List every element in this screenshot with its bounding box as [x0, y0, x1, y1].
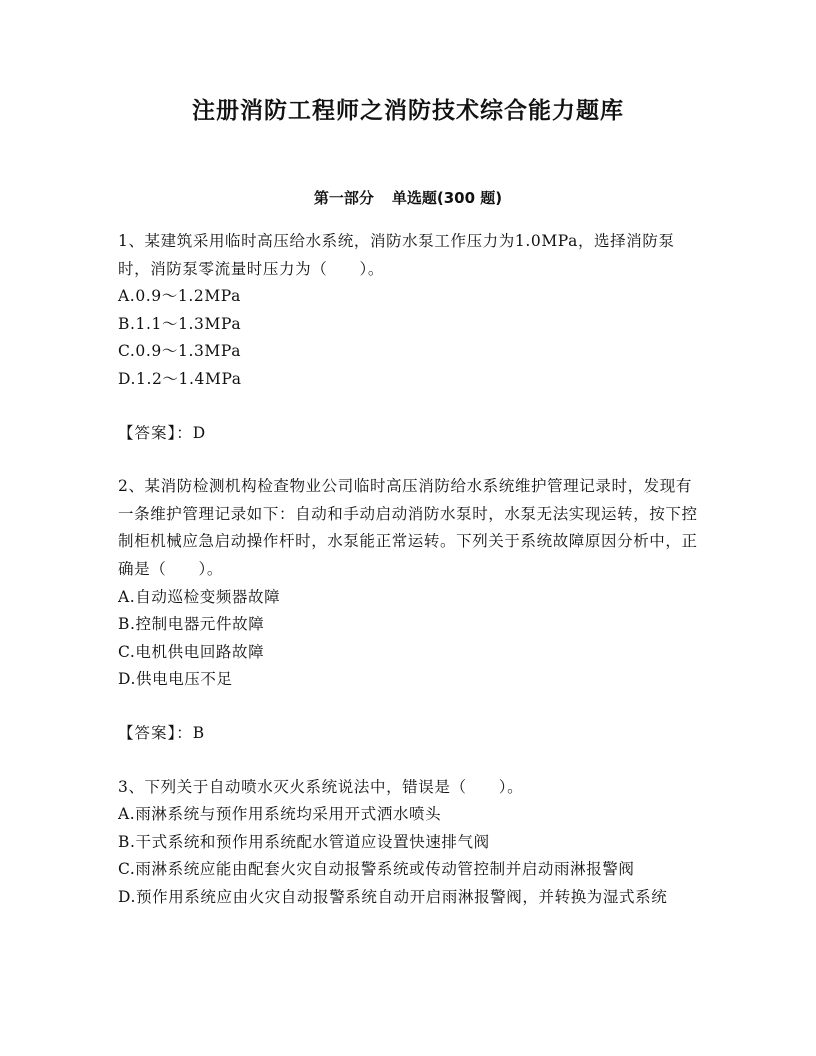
question-stem: 3、下列关于自动喷水灭火系统说法中，错误是（ ）。 — [118, 777, 524, 796]
question-2 — [118, 473, 703, 694]
answer-value: D — [192, 423, 206, 442]
question-stem: 1、某建筑采用临时高压给水系统，消防水泵工作压力为1.0MPa，选择消防泵时，消防泵零流量时压力为（ ）。 — [118, 232, 675, 278]
question-3 — [118, 774, 703, 912]
section-type-label: 单选题(300 题) — [391, 189, 503, 207]
option-c: C.雨淋系统应能由配套火灾自动报警系统或传动管控制并启动雨淋报警阀 — [118, 860, 635, 879]
option-d: D.1.2～1.4MPa — [118, 369, 242, 388]
answer-label: 【答案】： — [118, 723, 193, 742]
option-a: A.雨淋系统与预作用系统均采用开式洒水喷头 — [118, 805, 442, 824]
option-a: A.0.9～1.2MPa — [118, 287, 241, 306]
answer-value: B — [192, 723, 205, 742]
option-d: D.供电电压不足 — [118, 670, 233, 689]
option-c: C.电机供电回路故障 — [118, 642, 265, 661]
option-b: B.控制电器元件故障 — [118, 615, 265, 634]
answer-1 — [118, 420, 703, 448]
section-title — [0, 186, 816, 210]
option-b: B.1.1～1.3MPa — [118, 314, 242, 333]
option-a: A.自动巡检变频器故障 — [118, 587, 281, 606]
option-b: B.干式系统和预作用系统配水管道应设置快速排气阀 — [118, 832, 490, 851]
answer-label: 【答案】： — [118, 423, 193, 442]
option-d: D.预作用系统应由火灾自动报警系统自动开启雨淋报警阀，并转换为湿式系统 — [118, 887, 668, 906]
option-c: C.0.9～1.3MPa — [118, 342, 242, 361]
question-stem: 2、某消防检测机构检查物业公司临时高压消防给水系统维护管理记录时，发现有一条维护管理记录如下：自动和手动启动消防水泵时，水泵无法实现运转，按下控制柜机械应急启动操作杆时，水泵能正常运转。下列关于系统故障原因分析中，正确是（ ）。 — [118, 477, 698, 578]
section-part-label: 第一部分 — [313, 189, 374, 207]
question-list — [118, 228, 703, 911]
document-title: 注册消防工程师之消防技术综合能力题库 — [192, 98, 624, 124]
question-1 — [118, 228, 703, 394]
answer-2 — [118, 720, 703, 748]
